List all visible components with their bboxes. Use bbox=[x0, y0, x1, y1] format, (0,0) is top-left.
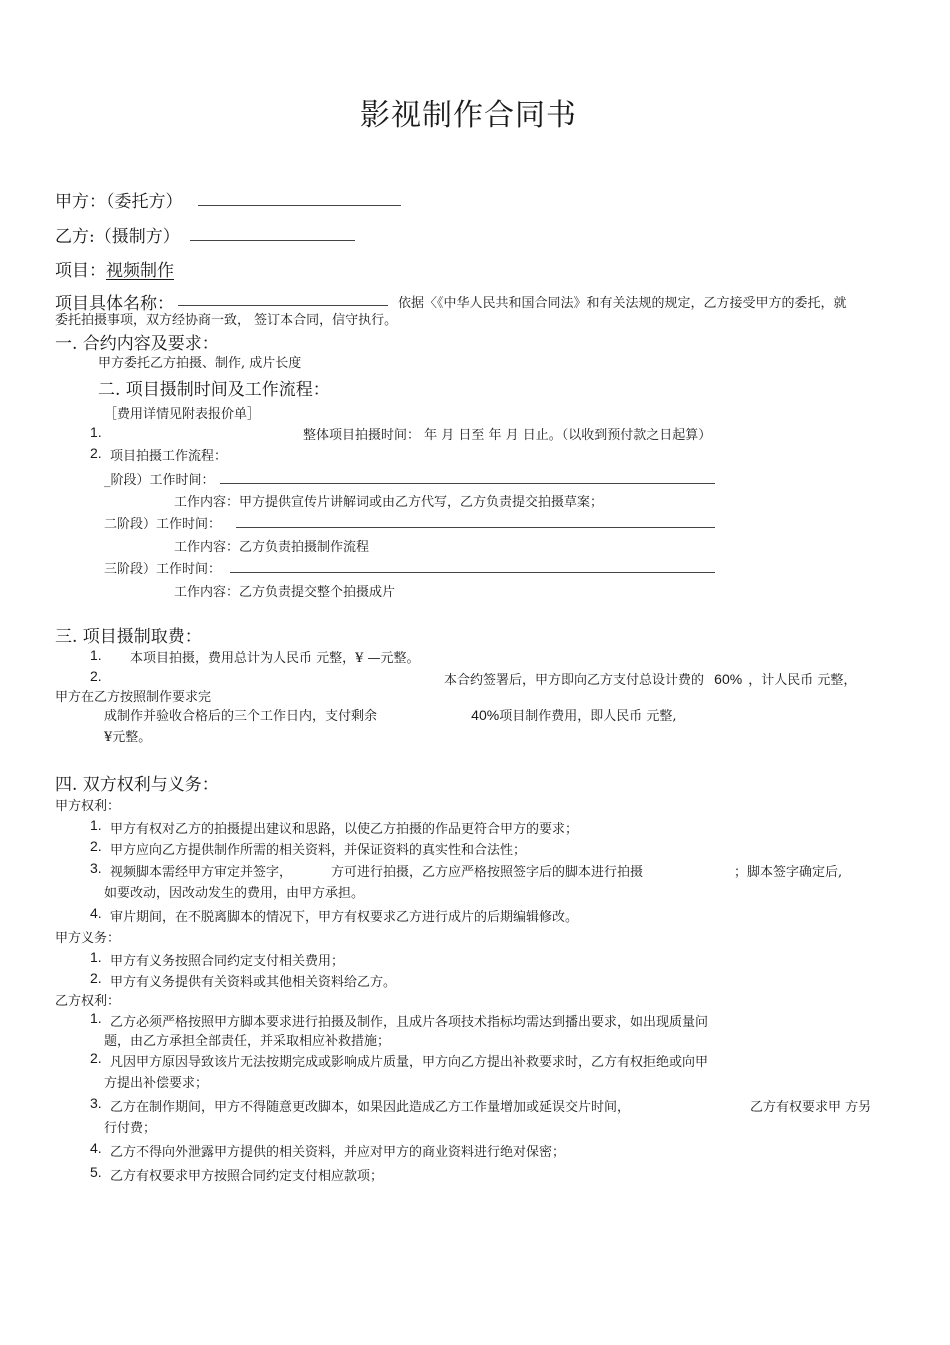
stage-1-work: 工作内容：甲方提供宣传片讲解词或由乙方代写，乙方负责提交拍摄草案； bbox=[174, 495, 604, 510]
a-right-2-num: 2. bbox=[90, 838, 102, 854]
stage-2-blank[interactable] bbox=[236, 527, 715, 528]
s3-item-2-num: 2. bbox=[90, 668, 102, 684]
a-duty-1-text: 甲方有义务按照合同约定支付相关费用； bbox=[110, 954, 345, 969]
a-right-3-text-3: ；脚本签字确定后, bbox=[734, 865, 843, 880]
b-right-5-text: 乙方有权要求甲方按照合同约定支付相应款项； bbox=[110, 1169, 384, 1184]
a-rights-label: 甲方权利： bbox=[55, 799, 121, 814]
project-value: 视频制作 bbox=[106, 261, 174, 281]
b-right-4-text: 乙方不得向外泄露甲方提供的相关资料，并应对甲方的商业资料进行绝对保密； bbox=[110, 1145, 566, 1160]
section-2-heading: 二. 项目摄制时间及工作流程： bbox=[98, 380, 330, 400]
b-right-1-text: 乙方必须严格按照甲方脚本要求进行拍摄及制作，且成片各项技术指标均需达到播出要求，如出现质量问 bbox=[110, 1015, 709, 1030]
s2-item-2-text: 项目拍摄工作流程： bbox=[110, 449, 228, 464]
b-right-2-text: 凡因甲方原因导致该片无法按期完成或影响成片质量，甲方向乙方提出补救要求时，乙方有权拒绝或向甲 bbox=[110, 1055, 709, 1070]
b-rights-label: 乙方权利： bbox=[55, 994, 121, 1009]
b-right-2-cont: 方提出补偿要求； bbox=[104, 1076, 209, 1091]
b-right-5-num: 5. bbox=[90, 1164, 102, 1180]
b-right-3-cont: 行付费； bbox=[104, 1121, 157, 1136]
stage-3-label: 三阶段）工作时间： bbox=[104, 562, 222, 577]
project-line bbox=[55, 256, 174, 281]
b-right-2-num: 2. bbox=[90, 1050, 102, 1066]
s3-item-2-line-2: 甲方在乙方按照制作要求完 bbox=[55, 690, 212, 705]
a-right-3-text-2: 方可进行拍摄，乙方应严格按照签字后的脚本进行拍摄 bbox=[331, 865, 644, 880]
s3-item-2-line-3b: 项目制作费用，即人民币 元整, bbox=[499, 709, 677, 724]
party-a-label: 甲方：（委托方） bbox=[55, 192, 183, 212]
s3-item-2-line-4: ¥元整。 bbox=[104, 730, 152, 745]
a-duties-label: 甲方义务： bbox=[55, 931, 121, 946]
a-right-3-num: 3. bbox=[90, 860, 102, 876]
project-name-blank[interactable] bbox=[178, 305, 388, 306]
a-right-1-text: 甲方有权对乙方的拍摄提出建议和思路，以使乙方拍摄的作品更符合甲方的要求； bbox=[110, 822, 579, 837]
a-right-4-text: 审片期间，在不脱离脚本的情况下，甲方有权要求乙方进行成片的后期编辑修改。 bbox=[110, 910, 579, 925]
section-1-heading: 一. 合约内容及要求： bbox=[55, 334, 219, 354]
a-duty-2-num: 2. bbox=[90, 970, 102, 986]
s3-item-2-right bbox=[444, 669, 856, 688]
party-a-blank[interactable] bbox=[198, 205, 401, 206]
a-right-3-cont: 如要改动，因改动发生的费用，由甲方承担。 bbox=[104, 886, 365, 901]
b-right-3-right: 乙方有权要求甲 方另 bbox=[750, 1100, 872, 1115]
s2-item-1-num: 1. bbox=[90, 424, 102, 440]
stage-2-work: 工作内容：乙方负责拍摄制作流程 bbox=[174, 540, 370, 555]
s3-item-2-line-3 bbox=[104, 705, 676, 724]
page-title: 影视制作合同书 bbox=[360, 98, 577, 133]
s3-item-2-line-3a: 成制作并验收合格后的三个工作日内，支付剩余 bbox=[104, 709, 378, 724]
section-3-heading: 三. 项目摄制取费： bbox=[55, 627, 202, 647]
stage-3-work: 工作内容：乙方负责提交整个拍摄成片 bbox=[174, 585, 396, 600]
s3-pct-40: 40% bbox=[471, 707, 500, 723]
a-duty-2-text: 甲方有义务提供有关资料或其他相关资料给乙方。 bbox=[110, 975, 397, 990]
stage-3-blank[interactable] bbox=[230, 572, 715, 573]
b-right-1-cont: 题，由乙方承担全部责任，并采取相应补救措施； bbox=[104, 1034, 391, 1049]
section-1-line: 甲方委托乙方拍摄、制作, 成片长度 bbox=[98, 356, 302, 371]
stage-1-label: _阶段）工作时间： bbox=[104, 473, 215, 488]
a-right-3-text-1: 视频脚本需经甲方审定并签字， bbox=[110, 865, 293, 880]
a-right-1-num: 1. bbox=[90, 817, 102, 833]
intro-line-1: 依据〈《中华人民共和国合同法》和有关法规的规定，乙方接受甲方的委托，就 bbox=[398, 296, 847, 311]
s3-item-1-num: 1. bbox=[90, 647, 102, 663]
a-right-2-text: 甲方应向乙方提供制作所需的相关资料，并保证资料的真实性和合法性； bbox=[110, 843, 527, 858]
project-label: 项目： bbox=[55, 261, 106, 281]
s3-pct-60: 60% bbox=[714, 671, 743, 687]
s3-item-2-right-a: 本合约签署后，甲方即向乙方支付总设计费的 bbox=[444, 673, 705, 688]
party-b-blank[interactable] bbox=[190, 240, 355, 241]
s2-item-2-num: 2. bbox=[90, 445, 102, 461]
s3-item-2-right-b: ，计人民币 元整， bbox=[748, 673, 857, 688]
section-2-note: ［费用详情见附表报价单］ bbox=[104, 407, 261, 422]
b-right-3-num: 3. bbox=[90, 1095, 102, 1111]
s3-item-1-text: 本项目拍摄，费用总计为人民币 元整，¥ —元整。 bbox=[130, 651, 420, 666]
intro-line-2: 委托拍摄事项，双方经协商一致， 签订本合同，信守执行。 bbox=[55, 313, 398, 328]
b-right-1-num: 1. bbox=[90, 1010, 102, 1026]
s2-item-1-text: 整体项目拍摄时间： 年 月 日至 年 月 日止。（以收到预付款之日起算） bbox=[303, 428, 712, 443]
stage-1-blank[interactable] bbox=[220, 483, 715, 484]
party-b-label: 乙方:（摄制方） bbox=[55, 227, 180, 247]
a-right-4-num: 4. bbox=[90, 905, 102, 921]
b-right-3-text: 乙方在制作期间，甲方不得随意更改脚本，如果因此造成乙方工作量增加或延误交片时间， bbox=[110, 1100, 631, 1115]
section-4-heading: 四. 双方权利与义务： bbox=[55, 775, 219, 795]
b-right-4-num: 4. bbox=[90, 1140, 102, 1156]
project-name-label: 项目具体名称： bbox=[55, 294, 174, 314]
stage-2-label: 二阶段）工作时间： bbox=[104, 517, 222, 532]
a-duty-1-num: 1. bbox=[90, 949, 102, 965]
